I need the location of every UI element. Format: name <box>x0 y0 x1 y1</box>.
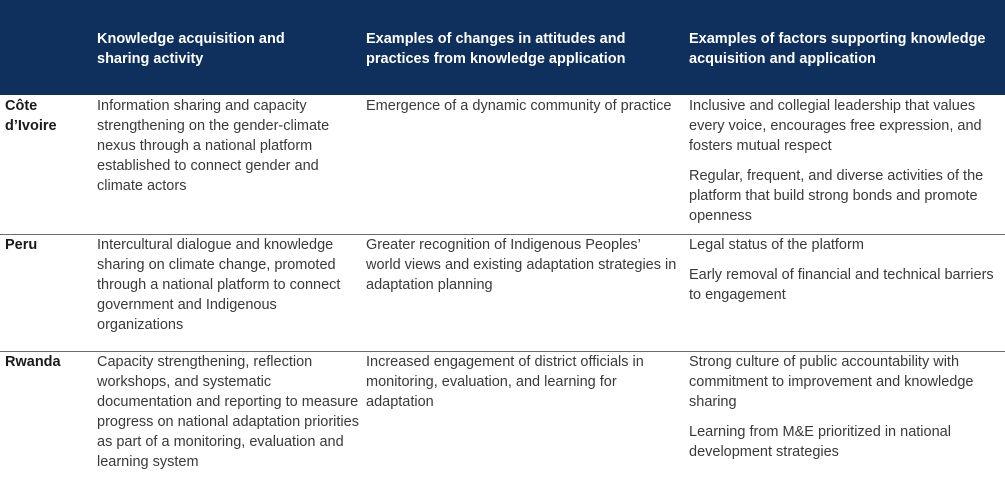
change-cell: Greater recognition of Indigenous Peoples’ world views and existing adaptation strategies in adaptation planning <box>366 237 677 293</box>
factors-cell <box>689 352 999 472</box>
factor-item: Strong culture of public accountability with commitment to improvement and knowledge sharing <box>689 354 974 410</box>
factor-item: Inclusive and collegial leadership that values every voice, encourages free expression, and fosters mutual respect <box>689 98 982 154</box>
table-row <box>0 235 1005 351</box>
factors-cell <box>689 96 999 236</box>
factor-item: Learning from M&E prioritized in national development strategies <box>689 424 951 460</box>
activity-cell: Capacity strengthening, reflection workshops, and systematic documentation and reporting to measure progress on national adaptation priorities as part of a monitoring, evaluation and learning system <box>97 354 359 470</box>
factor-item: Early removal of financial and technical barriers to engagement <box>689 267 994 303</box>
header-factors: Examples of factors supporting knowledge acquisition and application <box>689 31 986 67</box>
activity-cell: Information sharing and capacity strengthening on the gender-climate nexus through a national platform established to connect gender and climate actors <box>97 98 330 194</box>
country-label: Peru <box>5 237 38 253</box>
factors-cell <box>689 235 999 315</box>
factor-item: Regular, frequent, and diverse activities of the platform that build strong bonds and promote openness <box>689 168 984 224</box>
table-header <box>0 0 1005 95</box>
country-label: Côte d’Ivoire <box>5 98 57 134</box>
header-activity: Knowledge acquisition and sharing activity <box>97 31 285 67</box>
country-label: Rwanda <box>5 354 61 370</box>
table-row <box>0 352 1005 500</box>
activity-cell: Intercultural dialogue and knowledge sharing on climate change, promoted through a national platform to connect government and Indigenous organizations <box>97 237 341 333</box>
table-row <box>0 96 1005 234</box>
header-changes: Examples of changes in attitudes and practices from knowledge application <box>366 31 626 67</box>
change-cell: Increased engagement of district officials in monitoring, evaluation, and learning for adaptation <box>366 354 644 410</box>
factor-item: Legal status of the platform <box>689 237 864 253</box>
change-cell: Emergence of a dynamic community of practice <box>366 98 672 114</box>
